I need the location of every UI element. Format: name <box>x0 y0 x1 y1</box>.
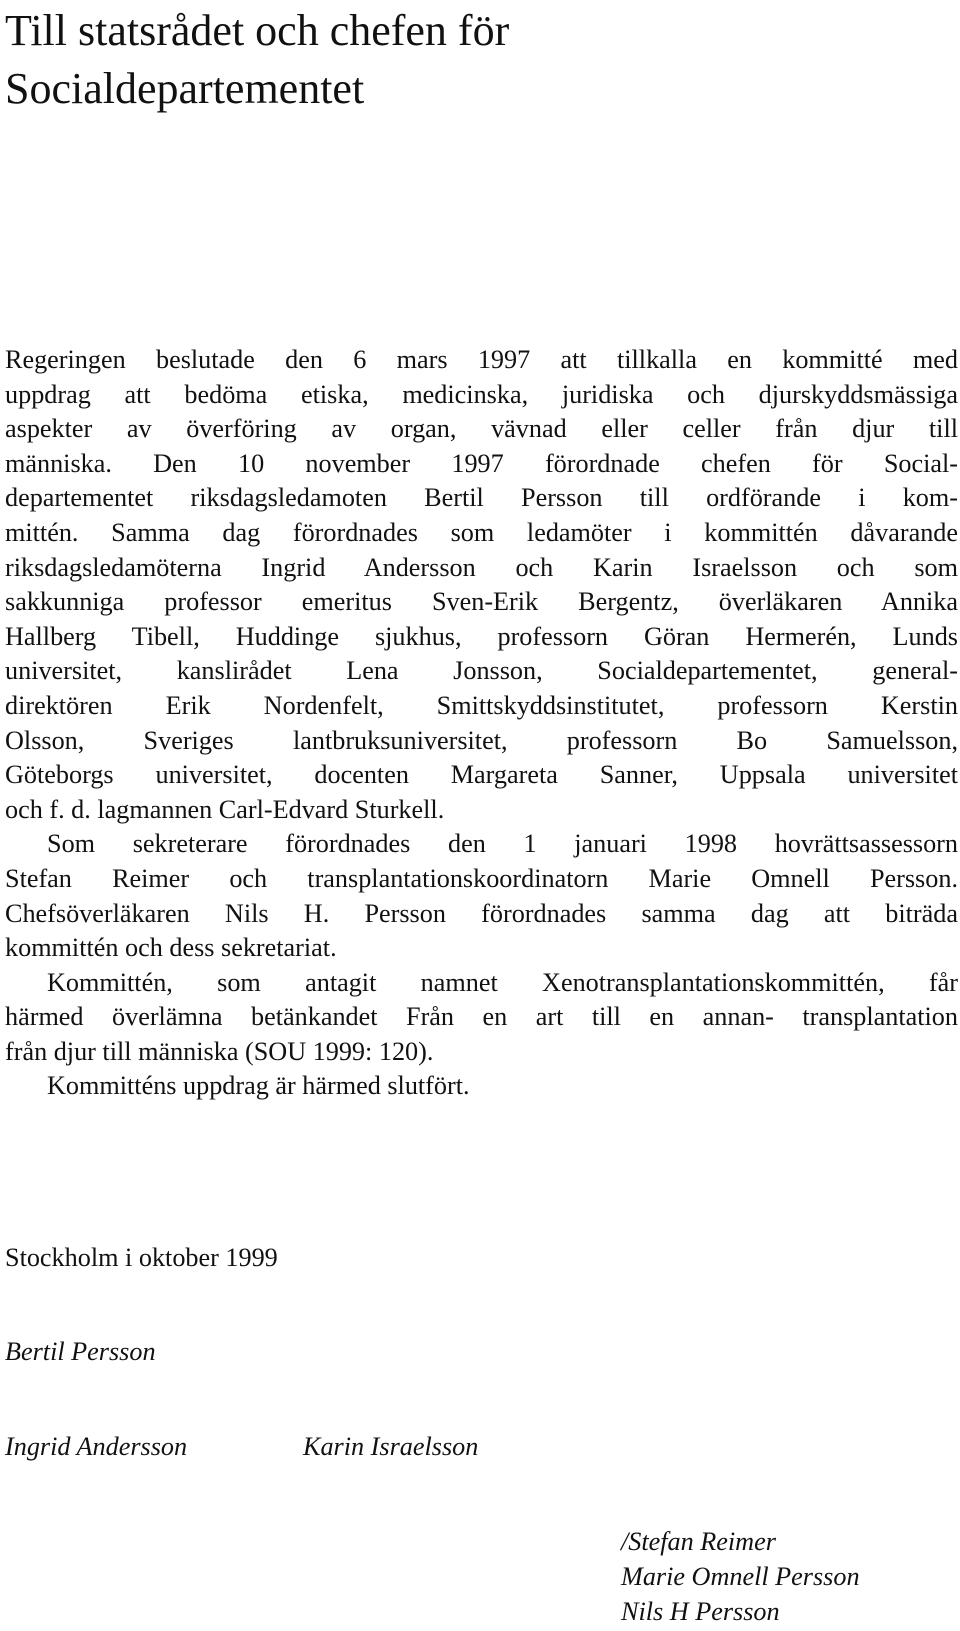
body-line: uppdrag att bedöma etiska, medicinska, juridiska och djurskyddsmässiga <box>5 379 958 409</box>
body-line: sakkunniga professor emeritus Sven-Erik Bergentz, överläkaren Annika <box>5 587 958 617</box>
body-line: Regeringen beslutade den 6 mars 1997 att tillkalla en kommitté med <box>5 345 958 374</box>
document-title <box>5 2 945 118</box>
letter-body <box>5 343 958 1104</box>
body-line: Chefsöverläkaren Nils H. Persson förordnades samma dag att biträda <box>5 898 958 928</box>
place-and-date: Stockholm i oktober 1999 <box>5 1243 278 1272</box>
body-line: direktören Erik Nordenfelt, Smittskyddsinstitutet, professorn Kerstin <box>5 690 958 720</box>
body-line: Kommittén, som antagit namnet Xenotransplantationskommittén, får <box>47 967 958 997</box>
body-line: Olsson, Sveriges lantbruksuniversitet, professorn Bo Samuelsson, <box>5 725 958 755</box>
signature-secretariat-1: /Stefan Reimer <box>621 1527 776 1556</box>
body-line: Stefan Reimer och transplantationskoordinatorn Marie Omnell Persson. <box>5 863 958 893</box>
body-line: aspekter av överföring av organ, vävnad eller celler från djur till <box>5 414 958 444</box>
signature-member-2: Karin Israelsson <box>303 1432 479 1461</box>
signature-secretariat-3: Nils H Persson <box>621 1597 780 1626</box>
body-line: människa. Den 10 november 1997 förordnade chefen för Social- <box>5 448 958 478</box>
title-line-1: Till statsrådet och chefen för <box>5 6 510 55</box>
body-line: Göteborgs universitet, docenten Margareta Sanner, Uppsala universitet <box>5 760 958 790</box>
body-line: mittén. Samma dag förordnades som ledamöter i kommittén dåvarande <box>5 517 958 547</box>
body-line: från djur till människa (SOU 1999: 120). <box>5 1036 434 1066</box>
body-line: Kommitténs uppdrag är härmed slutfört. <box>47 1071 470 1101</box>
document-page <box>5 0 960 1631</box>
title-line-2: Socialdepartementet <box>5 64 365 113</box>
signature-member-1: Ingrid Andersson <box>5 1432 188 1461</box>
body-line: Som sekreterare förordnades den 1 januari 1998 hovrättsassessorn <box>47 829 958 859</box>
body-line: universitet, kanslirådet Lena Jonsson, Socialdepartementet, general- <box>5 656 958 686</box>
signature-secretariat-2: Marie Omnell Persson <box>621 1562 860 1591</box>
body-line: departementet riksdagsledamoten Bertil Persson till ordförande i kom- <box>5 483 958 513</box>
body-line: riksdagsledamöterna Ingrid Andersson och Karin Israelsson och som <box>5 552 958 582</box>
body-line: kommittén och dess sekretariat. <box>5 933 337 963</box>
body-line: och f. d. lagmannen Carl-Edvard Sturkell. <box>5 794 445 824</box>
signature-chair: Bertil Persson <box>5 1337 156 1366</box>
signature-secretariat <box>621 1525 860 1630</box>
body-line: Hallberg Tibell, Huddinge sjukhus, professorn Göran Hermerén, Lunds <box>5 621 958 651</box>
body-line: härmed överlämna betänkandet Från en art till en annan- transplantation <box>5 1002 958 1032</box>
